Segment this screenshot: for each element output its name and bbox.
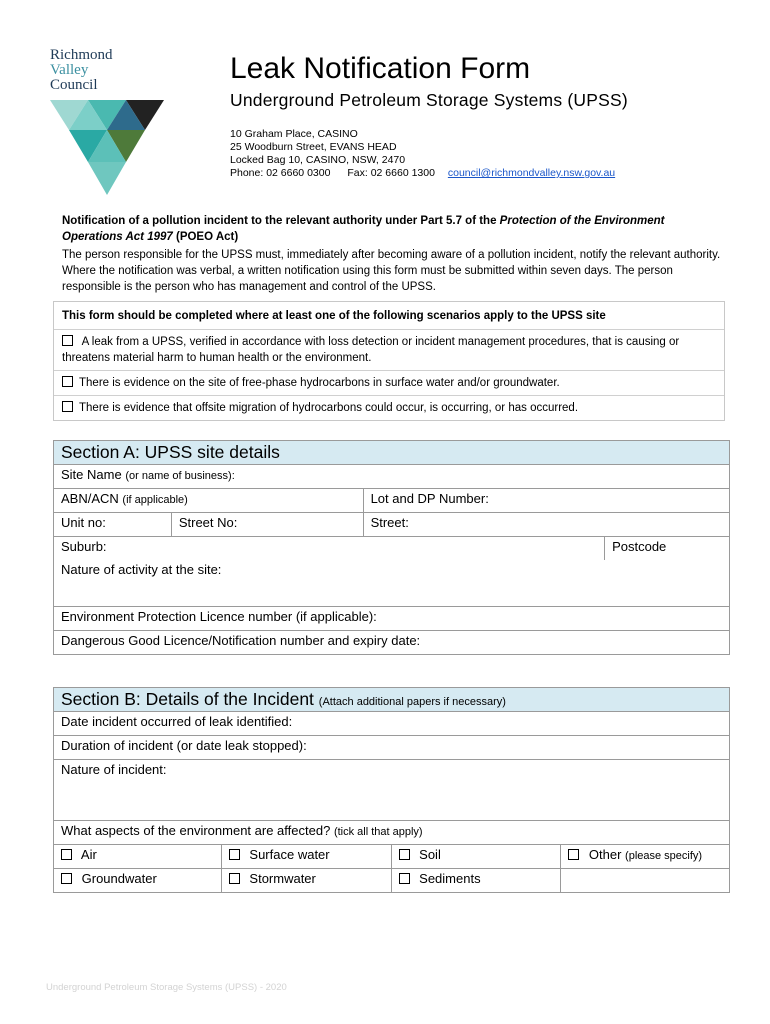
checkbox[interactable] — [62, 401, 73, 412]
section-b-header — [54, 688, 730, 712]
council-logo — [50, 48, 166, 198]
epl-field[interactable] — [54, 607, 730, 631]
phone-number: Phone: 02 6660 0300 — [230, 167, 331, 179]
checkbox[interactable] — [229, 849, 240, 860]
section-a-header: Section A: UPSS site details — [54, 441, 730, 465]
form-subtitle: Underground Petroleum Storage Systems (UPSS) — [230, 90, 628, 110]
section-a-table — [53, 440, 730, 655]
form-title: Leak Notification Form — [230, 52, 531, 85]
lot-dp-label: Lot and DP Number: — [370, 491, 489, 506]
address-line-3: Locked Bag 10, CASINO, NSW, 2470 — [230, 154, 406, 166]
suburb-field[interactable] — [54, 537, 605, 561]
council-address — [230, 128, 615, 180]
street-label: Street: — [370, 515, 409, 530]
option-air[interactable] — [54, 845, 222, 869]
intro-heading — [62, 213, 722, 245]
checkbox[interactable] — [568, 849, 579, 860]
date-incident-label: Date incident occurred of leak identified: — [61, 714, 293, 729]
option-groundwater[interactable] — [54, 869, 222, 893]
unit-field[interactable] — [54, 513, 172, 537]
checkbox[interactable] — [62, 335, 73, 346]
abn-note: (if applicable) — [122, 494, 188, 506]
option-label: Stormwater — [249, 871, 316, 886]
site-name-field[interactable] — [54, 465, 730, 489]
aspects-note: (tick all that apply) — [333, 826, 423, 838]
logo-line-1: Richmond — [50, 47, 113, 63]
scenario-item — [54, 370, 724, 395]
site-name-note: (or name of business): — [125, 470, 235, 482]
epl-label: Environment Protection Licence number (if applicable): — [61, 609, 377, 624]
checkbox[interactable] — [399, 873, 410, 884]
scenario-heading: This form should be completed where at least one of the following scenarios apply to the UPSS site — [62, 310, 606, 322]
aspects-label: What aspects of the environment are affected? — [61, 823, 331, 838]
logo-line-2: Valley — [50, 62, 89, 78]
option-label: Soil — [419, 847, 441, 862]
empty-cell — [561, 869, 730, 893]
address-line-2: 25 Woodburn Street, EVANS HEAD — [230, 141, 397, 153]
street-field[interactable] — [363, 513, 729, 537]
dg-licence-label: Dangerous Good Licence/Notification number and expiry date: — [61, 633, 421, 648]
date-incident-field[interactable] — [54, 712, 730, 736]
section-b-table — [53, 687, 730, 893]
abn-field[interactable] — [54, 489, 364, 513]
scenario-text: There is evidence on the site of free-phase hydrocarbons in surface water and/or groundwater. — [79, 377, 560, 389]
scenario-box — [53, 301, 725, 421]
nature-of-activity-label: Nature of activity at the site: — [61, 562, 222, 577]
checkbox[interactable] — [399, 849, 410, 860]
site-name-label: Site Name — [61, 467, 122, 482]
intro-heading-prefix: Notification of a pollution incident to the relevant authority under Part 5.7 of the — [62, 215, 500, 227]
logo-text — [50, 48, 166, 93]
logo-triangle-icon — [50, 100, 166, 196]
option-stormwater[interactable] — [221, 869, 391, 893]
nature-of-incident-field[interactable] — [54, 760, 730, 821]
intro-paragraph: The person responsible for the UPSS must, immediately after becoming aware of a pollution incident, notify the relevant authority. Where the notification was verbal, a written notification using this form must be submitted within seven days. The person responsible is the person who has management and control of the UPSS. — [62, 249, 721, 293]
option-label: Other — [588, 847, 622, 862]
intro-heading-suffix: (POEO Act) — [172, 231, 239, 243]
intro-heading-act: Protection of the Environment Operations Act 1997 — [62, 215, 665, 243]
scenario-text: There is evidence that offsite migration of hydrocarbons could occur, is occurring, or has occurred. — [79, 402, 579, 414]
option-sediments[interactable] — [391, 869, 561, 893]
logo-line-3: Council — [50, 77, 98, 93]
aspects-question — [54, 821, 730, 845]
page-footer: Underground Petroleum Storage Systems (UPSS) - 2020 — [46, 982, 287, 993]
fax-number: Fax: 02 6660 1300 — [347, 167, 435, 179]
scenario-item — [54, 329, 724, 370]
street-no-field[interactable] — [171, 513, 363, 537]
option-label: Sediments — [419, 871, 481, 886]
email-link[interactable]: council@richmondvalley.nsw.gov.au — [447, 167, 616, 179]
section-b-title: Section B: Details of the Incident — [61, 689, 314, 709]
scenario-item — [54, 395, 724, 420]
nature-of-activity-field[interactable] — [54, 560, 730, 607]
nature-of-incident-label: Nature of incident: — [61, 762, 167, 777]
suburb-label: Suburb: — [61, 539, 107, 554]
address-line-1: 10 Graham Place, CASINO — [230, 128, 358, 140]
scenario-text: A leak from a UPSS, verified in accordance with loss detection or incident management procedures, that is causing or threatens material harm to human health or the environment. — [62, 336, 680, 364]
checkbox[interactable] — [61, 849, 72, 860]
unit-label: Unit no: — [61, 515, 106, 530]
abn-label: ABN/ACN — [61, 491, 119, 506]
duration-label: Duration of incident (or date leak stopped): — [61, 738, 307, 753]
postcode-field[interactable] — [605, 537, 730, 561]
option-label: Air — [80, 847, 97, 862]
lot-dp-field[interactable] — [363, 489, 729, 513]
option-surface-water[interactable] — [221, 845, 391, 869]
option-label: Surface water — [249, 847, 330, 862]
dg-licence-field[interactable] — [54, 631, 730, 655]
street-no-label: Street No: — [178, 515, 238, 530]
contact-line — [230, 167, 615, 180]
checkbox[interactable] — [61, 873, 72, 884]
checkbox[interactable] — [229, 873, 240, 884]
option-other[interactable] — [561, 845, 730, 869]
intro-block — [62, 213, 722, 297]
option-note: (please specify) — [625, 850, 703, 862]
postcode-label: Postcode — [612, 539, 667, 554]
option-label: Groundwater — [81, 871, 157, 886]
option-soil[interactable] — [391, 845, 561, 869]
checkbox[interactable] — [62, 376, 73, 387]
section-b-note: (Attach additional papers if necessary) — [318, 696, 506, 708]
duration-field[interactable] — [54, 736, 730, 760]
